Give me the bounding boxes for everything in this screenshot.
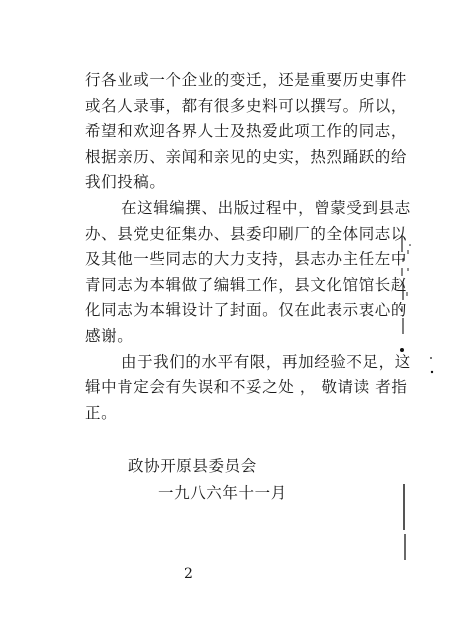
paragraph-start-line: 在这辑编撰、出版过程中，曾蒙受到县志	[121, 198, 411, 217]
text-line: 我们投稿。	[85, 173, 166, 192]
text-line: 及其他一些同志的大力支持，县志办主任左中	[85, 250, 408, 269]
text-line: 办、县党史征集办、县委印刷厂的全体同志以	[85, 224, 408, 243]
text-line: 辑中肯定会有失误和不妥之处 ， 敬请读 者指	[85, 378, 408, 397]
text-line: 正。	[85, 403, 118, 422]
text-line: 或名人录事，都有很多史料可以撰写。所以，	[85, 96, 408, 115]
text-line: 行各业或一个企业的变迁，还是重要历史事件	[85, 71, 408, 89]
signature-organization: 政协开原县委员会	[128, 457, 257, 475]
page-number: 2	[184, 566, 193, 582]
text-line: 化同志为本辑设计了封面。仅在此表示衷心的	[85, 301, 408, 320]
signature-date: 一九八六年十一月	[158, 484, 287, 502]
scan-edge-marks	[390, 0, 450, 630]
text-line: 感谢。	[85, 326, 134, 345]
text-line: 青同志为本辑做了编辑工作，县文化馆馆长赵	[85, 275, 408, 294]
text-line: 希望和欢迎各界人士及热爱此项工作的同志，	[85, 122, 408, 141]
signature-block	[0, 453, 450, 507]
text-line: 根据亲历、亲闻和亲见的史实，热烈踊跃的给	[85, 147, 408, 166]
paragraph-start-line: 由于我们的水平有限，再加经验不足，这	[121, 352, 411, 371]
body-text	[85, 68, 411, 426]
